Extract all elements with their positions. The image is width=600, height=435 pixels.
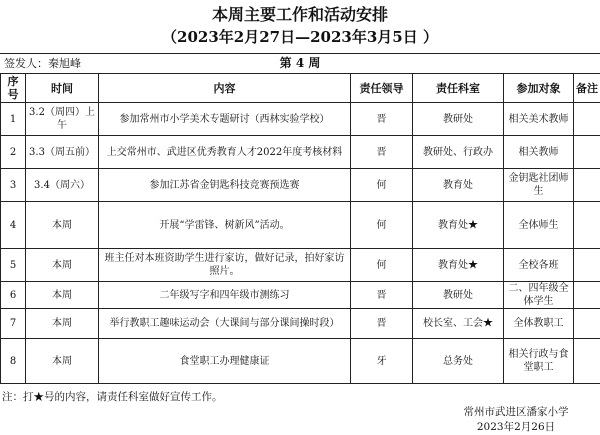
row-leader: 晋 bbox=[351, 282, 413, 309]
row-leader: 何 bbox=[351, 202, 413, 249]
row-time: 本周 bbox=[26, 309, 99, 339]
row-index: 4 bbox=[1, 202, 26, 249]
row-participants: 二、四年级全体学生 bbox=[504, 282, 574, 309]
row-dept: 教研处 bbox=[413, 282, 504, 309]
table-row bbox=[1, 249, 600, 282]
row-leader: 晋 bbox=[351, 136, 413, 169]
table-header-row bbox=[1, 74, 600, 103]
row-remark bbox=[574, 339, 600, 384]
row-content: 二年级写字和四年级市测练习 bbox=[99, 282, 351, 309]
row-leader: 何 bbox=[351, 249, 413, 282]
page-title: 本周主要工作和活动安排 bbox=[211, 5, 388, 24]
date-range-subtitle: （2023年2月27日—2023年3月5日 ） bbox=[162, 28, 438, 46]
row-index: 7 bbox=[1, 309, 26, 339]
row-dept: 教研处、行政办 bbox=[413, 136, 504, 169]
row-index: 2 bbox=[1, 136, 26, 169]
header-participants: 参加对象 bbox=[504, 74, 574, 103]
row-index: 1 bbox=[1, 103, 26, 136]
header-leader: 责任领导 bbox=[351, 74, 413, 103]
header-remark: 备注 bbox=[574, 74, 600, 103]
table-row bbox=[1, 202, 600, 249]
row-time: 3.3（周五前） bbox=[26, 136, 99, 169]
row-time: 3.2（周四）上午 bbox=[26, 103, 99, 136]
row-index: 5 bbox=[1, 249, 26, 282]
row-remark bbox=[574, 309, 600, 339]
schedule-table bbox=[0, 73, 600, 384]
table-row bbox=[1, 282, 600, 309]
row-content: 上交常州市、武进区优秀教育人才2022年度考核材料 bbox=[99, 136, 351, 169]
row-leader: 牙 bbox=[351, 339, 413, 384]
table-row bbox=[1, 309, 600, 339]
row-content: 参加江苏省金钥匙科技竞赛预选赛 bbox=[99, 169, 351, 202]
row-dept: 教研处 bbox=[413, 103, 504, 136]
row-content: 食堂职工办理健康证 bbox=[99, 339, 351, 384]
table-row bbox=[1, 136, 600, 169]
row-participants: 相关美术教师 bbox=[504, 103, 574, 136]
row-remark bbox=[574, 103, 600, 136]
row-time: 本周 bbox=[26, 249, 99, 282]
header-time: 时间 bbox=[26, 74, 99, 103]
row-time: 3.4（周六） bbox=[26, 169, 99, 202]
row-time: 本周 bbox=[26, 282, 99, 309]
row-time: 本周 bbox=[26, 202, 99, 249]
table-row bbox=[1, 169, 600, 202]
row-remark bbox=[574, 169, 600, 202]
header-index: 序号 bbox=[1, 74, 26, 103]
row-leader: 何 bbox=[351, 169, 413, 202]
table-row bbox=[1, 339, 600, 384]
row-content: 班主任对本班资助学生进行家访，做好记录，拍好家访照片。 bbox=[99, 249, 351, 282]
row-participants: 全体教职工 bbox=[504, 309, 574, 339]
row-content: 举行教职工趣味运动会（大课间与部分课间操时段） bbox=[99, 309, 351, 339]
row-dept: 校长室、工会★ bbox=[413, 309, 504, 339]
header-dept: 责任科室 bbox=[413, 74, 504, 103]
row-index: 3 bbox=[1, 169, 26, 202]
issue-date: 2023年2月26日 bbox=[476, 421, 556, 433]
row-leader: 晋 bbox=[351, 103, 413, 136]
week-label: 第 4 周 bbox=[279, 56, 321, 70]
row-participants: 全体师生 bbox=[504, 202, 574, 249]
header-content: 内容 bbox=[99, 74, 351, 103]
divider bbox=[0, 53, 600, 54]
table-row bbox=[1, 103, 600, 136]
row-remark bbox=[574, 136, 600, 169]
row-content: 参加常州市小学美术专题研讨（西林实验学校） bbox=[99, 103, 351, 136]
row-dept: 教育处 bbox=[413, 169, 504, 202]
school-name: 常州市武进区潘家小学 bbox=[463, 406, 569, 418]
footnote: 注：打★号的内容，请责任科室做好宣传工作。 bbox=[2, 391, 223, 403]
row-index: 6 bbox=[1, 282, 26, 309]
row-remark bbox=[574, 282, 600, 309]
row-remark bbox=[574, 249, 600, 282]
signer-label: 签发人：秦旭峰 bbox=[4, 57, 81, 70]
row-participants: 全校各班 bbox=[504, 249, 574, 282]
row-content: 开展“学雷锋、树新风”活动。 bbox=[99, 202, 351, 249]
row-dept: 教育处★ bbox=[413, 202, 504, 249]
row-dept: 总务处 bbox=[413, 339, 504, 384]
row-participants: 金钥匙社团师生 bbox=[504, 169, 574, 202]
row-index: 8 bbox=[1, 339, 26, 384]
row-time: 本周 bbox=[26, 339, 99, 384]
row-participants: 相关行政与食堂职工 bbox=[504, 339, 574, 384]
row-remark bbox=[574, 202, 600, 249]
row-dept: 教育处★ bbox=[413, 249, 504, 282]
row-leader: 晋 bbox=[351, 309, 413, 339]
row-participants: 相关教师 bbox=[504, 136, 574, 169]
